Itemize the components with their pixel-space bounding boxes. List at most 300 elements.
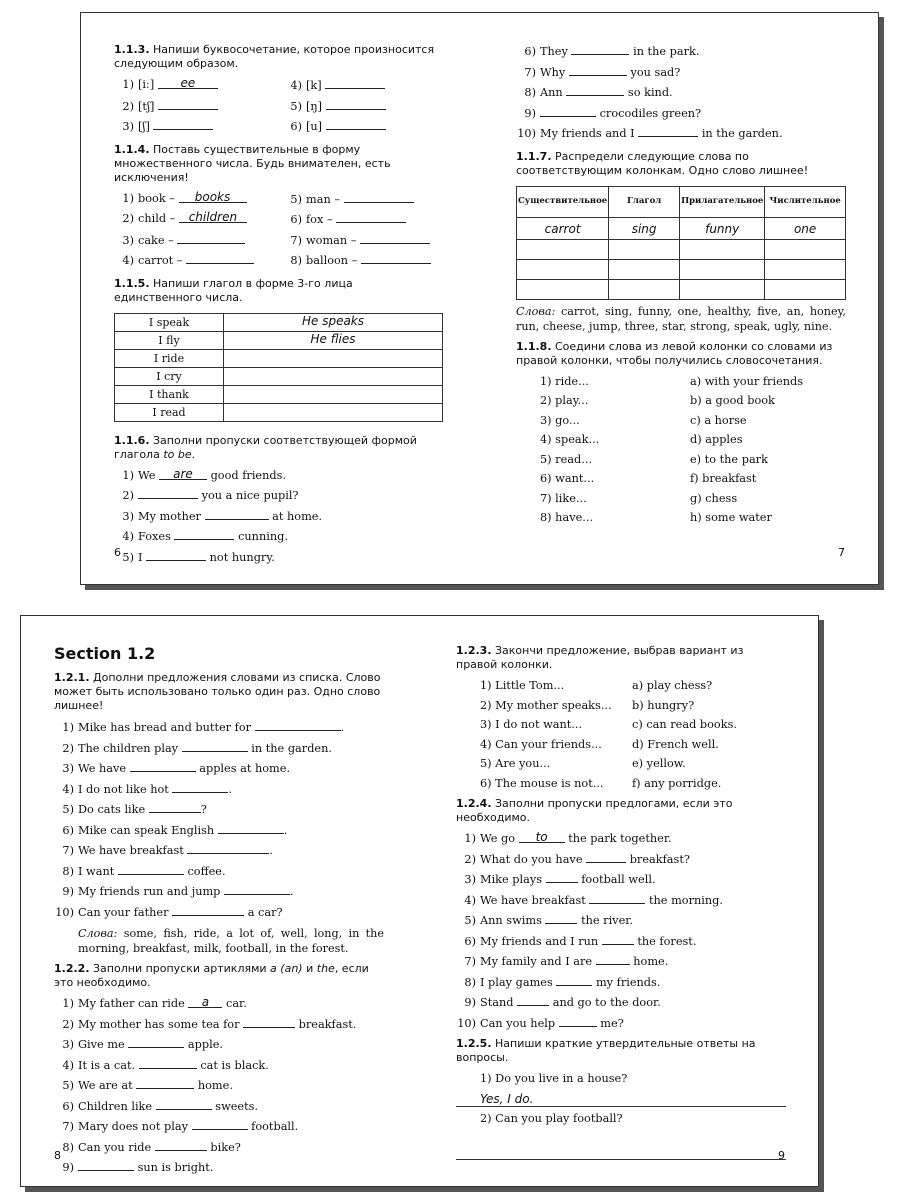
answer-blank[interactable]	[519, 829, 565, 843]
item-number: 4)	[122, 254, 134, 267]
sentence-start: Mike plays	[480, 873, 543, 886]
verb-row	[115, 349, 443, 367]
item-number: 5)	[290, 192, 302, 206]
sentence-end: at home.	[272, 509, 323, 523]
sentence-end: football.	[251, 1120, 299, 1133]
matching-items	[516, 372, 846, 528]
verb-cell: I thank	[115, 385, 224, 403]
answer-line-1[interactable]	[456, 1089, 786, 1107]
sentence-end: crocodiles green?	[599, 106, 702, 120]
sentence-start: We have breakfast	[480, 893, 586, 907]
answer-blank[interactable]	[255, 717, 341, 731]
item-number: 7)	[62, 1120, 74, 1133]
answer-blank[interactable]	[571, 41, 629, 55]
sentence-start: We are at	[78, 1079, 133, 1092]
category-cell[interactable]	[517, 239, 609, 259]
exercise-1-1-4	[114, 143, 444, 271]
answer-blank[interactable]	[146, 547, 206, 561]
sentence-end: in the garden.	[701, 127, 783, 140]
fill-in-item	[456, 910, 786, 931]
fill-in-item	[54, 1116, 384, 1137]
item-number: 2)	[122, 99, 134, 113]
exercise-number: 1.2.2.	[54, 962, 90, 975]
item-number: 1)	[122, 78, 134, 91]
item-number: 1)	[62, 997, 74, 1010]
plural-item	[282, 250, 432, 271]
item-number: 1)	[122, 468, 134, 482]
exercise-number: 1.2.3.	[456, 644, 492, 657]
answer-blank[interactable]	[138, 485, 198, 499]
answer-blank[interactable]	[179, 189, 247, 203]
noun: book –	[138, 191, 175, 205]
plural-item	[114, 189, 282, 210]
answer-cell[interactable]	[224, 367, 443, 385]
exercise-instruction: Закончи предложение, выбрав вариант из правой колонки.	[456, 644, 744, 671]
answer-blank[interactable]	[159, 466, 207, 480]
phonetic-item	[114, 116, 282, 137]
right-column-item: b) hungry?	[632, 698, 695, 712]
instruction-italic-term: the	[316, 962, 335, 975]
sentence-start: They	[540, 45, 568, 58]
sentence-start: Foxes	[138, 530, 171, 543]
answer-blank[interactable]	[136, 1075, 194, 1089]
item-number: 6)	[62, 1099, 74, 1113]
answer-blank[interactable]	[224, 881, 290, 895]
answer-cell[interactable]	[224, 331, 443, 349]
word-list-label: Слова:	[78, 927, 118, 940]
instruction-tail: , если это необходимо.	[54, 962, 369, 989]
category-cell[interactable]	[680, 259, 765, 279]
sentence-start: My mother has some tea for	[78, 1017, 240, 1031]
sentence-end: breakfast?	[629, 852, 690, 866]
answer-cell[interactable]	[224, 385, 443, 403]
sentence-end: .	[290, 885, 294, 898]
noun: fox –	[306, 213, 333, 226]
item-number: 2)	[62, 741, 74, 755]
right-column-item: g) chess	[690, 491, 738, 505]
plural-item	[114, 230, 282, 251]
sentence-start: The children play	[78, 741, 179, 755]
phonetic-item	[114, 75, 282, 96]
left-column-item: 8) have...	[540, 511, 594, 524]
handwritten-answer: are	[173, 466, 193, 481]
answer-blank[interactable]	[243, 1014, 295, 1028]
handwritten-answer: carrot	[544, 221, 581, 236]
item-number: 9)	[524, 106, 536, 120]
phonetic-symbol: [tʃ]	[138, 99, 155, 113]
fill-in-item	[456, 931, 786, 952]
column-header: Глагол	[609, 186, 680, 217]
item-number: 3)	[464, 873, 476, 886]
answer-blank[interactable]	[179, 209, 247, 223]
answer-blank[interactable]	[586, 849, 626, 863]
sentence-end: good friends.	[210, 468, 287, 482]
workbook-spread-pages-6-7	[80, 12, 879, 585]
answer-blank[interactable]	[326, 96, 386, 110]
right-column-item: e) yellow.	[632, 757, 686, 770]
verb-row	[115, 403, 443, 421]
word-list-label: Слова:	[516, 304, 556, 318]
category-cell[interactable]	[517, 279, 609, 299]
exercise-number: 1.2.4.	[456, 797, 492, 810]
item-number: 7)	[290, 233, 302, 247]
exercise-instruction: Напиши краткие утвердительные ответы на вопросы.	[456, 1037, 756, 1064]
sentence-start: We have breakfast	[78, 844, 184, 857]
item-number: 6)	[290, 213, 302, 226]
category-row	[517, 259, 846, 279]
sentence-end: cunning.	[238, 530, 288, 543]
page-6-content	[114, 43, 444, 567]
plural-item	[282, 209, 432, 230]
phonetic-symbol: [iː]	[138, 78, 155, 91]
category-row	[517, 217, 846, 239]
sentence-start: I	[138, 550, 143, 564]
right-column-item: d) French well.	[632, 737, 719, 751]
phonetic-item	[282, 96, 432, 117]
sentence-end: home.	[197, 1079, 233, 1092]
right-column-item: b) a good book	[690, 394, 775, 407]
left-column-item: 4) Can your friends...	[480, 737, 602, 751]
answer-blank[interactable]	[174, 526, 234, 540]
answer-blank[interactable]	[569, 62, 627, 76]
answer-blank[interactable]	[218, 820, 284, 834]
item-number: 3)	[122, 509, 134, 523]
exercise-1-2-3	[456, 644, 786, 793]
fill-in-item	[456, 849, 786, 870]
sentence-end: bike?	[210, 1140, 241, 1154]
sentence-end: in the park.	[633, 45, 700, 58]
handwritten-answer: to	[535, 830, 548, 844]
item-number: 10)	[517, 127, 536, 140]
right-column-item: e) to the park	[690, 452, 768, 466]
sentence-end: cat is black.	[200, 1058, 269, 1072]
plural-items	[114, 189, 444, 271]
fill-in-item	[456, 951, 786, 972]
exercise-1-1-8	[516, 340, 846, 528]
item-number: 6)	[290, 120, 302, 133]
fill-in-item	[114, 485, 444, 506]
question-2: 2) Can you play football?	[480, 1111, 623, 1125]
exercise-number: 1.2.5.	[456, 1037, 492, 1050]
sentence-start: My mother	[138, 509, 201, 523]
right-column-item: f) breakfast	[690, 472, 757, 485]
answer-blank[interactable]	[540, 103, 596, 117]
plural-item	[114, 250, 282, 271]
noun: cake –	[138, 233, 174, 247]
plural-item	[282, 189, 432, 210]
left-column-item: 1) Little Tom...	[480, 679, 565, 692]
sentence-end: apples at home.	[199, 762, 291, 775]
answer-blank[interactable]	[118, 861, 184, 875]
exercise-1-1-3	[114, 43, 444, 137]
answer-blank[interactable]	[546, 869, 578, 883]
exercise-number: 1.1.6.	[114, 433, 150, 447]
page-8-content	[54, 644, 384, 1178]
sentence-start: Mary does not play	[78, 1120, 188, 1133]
answer-blank[interactable]	[130, 758, 196, 772]
right-column-item: c) can read books.	[632, 718, 737, 731]
fill-in-item	[54, 1075, 384, 1096]
answer-blank[interactable]	[155, 1137, 207, 1151]
sentence-end: ?	[200, 803, 207, 816]
phonetic-symbol: [ŋ]	[306, 99, 323, 113]
sentence-end: apple.	[187, 1038, 223, 1051]
fill-in-item	[516, 123, 846, 144]
left-column-item: 5) read...	[540, 452, 593, 466]
sentence-end: me?	[600, 1016, 624, 1030]
category-cell[interactable]	[680, 239, 765, 259]
category-cell[interactable]	[680, 217, 765, 239]
answer-cell[interactable]	[224, 349, 443, 367]
item-number: 8)	[464, 975, 476, 989]
sentence-start: Mike can speak English	[78, 823, 215, 837]
phonetic-item	[282, 75, 432, 96]
item-number: 3)	[122, 120, 134, 133]
sentence-start: Can you ride	[78, 1140, 152, 1154]
workbook-spread-pages-8-9	[20, 615, 819, 1187]
verb-cell: I ride	[115, 349, 224, 367]
answer-blank[interactable]	[602, 931, 634, 945]
sentence-start: My friends and I	[540, 127, 635, 140]
item-number: 8)	[62, 864, 74, 878]
item-number: 1)	[122, 191, 134, 205]
fill-in-item	[54, 861, 384, 882]
sentence-start: Stand	[480, 996, 514, 1009]
sentence-start: Why	[540, 65, 566, 79]
sentence-start: We	[138, 468, 156, 482]
sentence-start: My family and I are	[480, 955, 593, 968]
answer-blank[interactable]	[596, 951, 630, 965]
answer-blank[interactable]	[360, 230, 430, 244]
fill-in-items	[54, 717, 384, 922]
answer-blank[interactable]	[638, 123, 698, 137]
item-number: 9)	[62, 1161, 74, 1174]
category-cell[interactable]	[609, 217, 680, 239]
handwritten-answer: one	[793, 221, 817, 236]
fill-in-item	[54, 1014, 384, 1035]
category-cell[interactable]	[765, 279, 846, 299]
category-cell[interactable]	[765, 259, 846, 279]
item-number: 1)	[62, 721, 74, 734]
answer-blank[interactable]	[188, 994, 222, 1008]
answer-blank[interactable]	[149, 799, 201, 813]
sentence-end: breakfast.	[298, 1017, 357, 1031]
right-column-item: a) with your friends	[690, 374, 804, 388]
answer-line-2[interactable]	[456, 1142, 786, 1160]
answer-cell[interactable]	[224, 403, 443, 421]
answer-blank[interactable]	[566, 82, 624, 96]
sentence-end: .	[340, 721, 345, 734]
handwritten-answer: sing	[631, 221, 657, 236]
sentence-start: I play games	[480, 975, 553, 989]
answer-blank[interactable]	[336, 209, 406, 223]
exercise-instruction: Заполни пропуски соответствующей формой глагола	[114, 433, 417, 461]
item-number: 10)	[457, 1016, 476, 1030]
answer-blank[interactable]	[78, 1157, 134, 1171]
category-cell[interactable]	[765, 239, 846, 259]
answer-blank[interactable]	[326, 116, 386, 130]
item-number: 8)	[62, 1140, 74, 1154]
item-number: 2)	[464, 852, 476, 866]
sentence-end: so kind.	[627, 86, 673, 99]
exercise-instruction: Дополни предложения словами из списка. Слово может быть использовано только один раз. Одно слово лишнее!	[54, 671, 381, 712]
sentence-end: .	[283, 823, 288, 837]
answer-blank[interactable]	[156, 1096, 212, 1110]
answer-blank[interactable]	[177, 230, 245, 244]
item-number: 3)	[122, 233, 134, 247]
item-number: 10)	[55, 905, 74, 919]
sentence-start: It is a cat.	[78, 1058, 136, 1072]
item-number: 6)	[62, 823, 74, 837]
sentence-start: Ann swims	[480, 914, 542, 927]
item-number: 6)	[464, 934, 476, 948]
sentence-start: Children like	[78, 1099, 153, 1113]
matching-items	[456, 676, 786, 793]
category-cell[interactable]	[609, 259, 680, 279]
exercise-number: 1.1.5.	[114, 276, 150, 290]
phonetic-symbol: [ʃ]	[138, 120, 150, 133]
sentence-end: football well.	[581, 873, 656, 886]
exercise-1-2-1	[54, 671, 384, 956]
sentence-end: sun is bright.	[137, 1161, 214, 1174]
answer-blank[interactable]	[325, 75, 385, 89]
handwritten-answer: funny	[705, 221, 740, 236]
left-column-item: 2) My mother speaks...	[480, 698, 612, 712]
item-number: 3)	[62, 1038, 74, 1051]
verb-cell: I fly	[115, 331, 224, 349]
exercise-instruction: Напиши буквосочетание, которое произносится следующим образом.	[114, 43, 435, 70]
fill-in-item	[54, 820, 384, 841]
fill-in-item	[114, 506, 444, 527]
exercise-number: 1.1.3.	[114, 43, 150, 56]
answer-blank[interactable]	[186, 250, 254, 264]
answer-blank[interactable]	[153, 116, 213, 130]
exercise-instruction: Напиши глагол в форме 3-го лица единственного числа.	[114, 276, 353, 304]
handwritten-answer: Yes, I do.	[480, 1091, 534, 1106]
to-be-items	[114, 466, 444, 568]
sentence-start: My friends and I run	[480, 934, 599, 948]
fill-in-item	[54, 840, 384, 861]
sentence-start: I want	[78, 864, 115, 878]
category-row	[517, 279, 846, 299]
page-9-content	[456, 644, 786, 1160]
answer-blank[interactable]	[545, 910, 577, 924]
answer-blank[interactable]	[205, 506, 269, 520]
fill-in-item	[114, 547, 444, 568]
item-number: 2)	[62, 1017, 74, 1031]
question-1: 1) Do you live in a house?	[480, 1072, 628, 1085]
category-row	[517, 239, 846, 259]
fill-in-item	[54, 738, 384, 759]
item-number: 5)	[62, 1079, 74, 1092]
item-number: 7)	[464, 955, 476, 968]
category-cell[interactable]	[680, 279, 765, 299]
fill-in-item	[456, 992, 786, 1013]
right-column-item: h) some water	[690, 511, 772, 524]
instruction-italic-term: to be	[163, 447, 192, 461]
sentence-start: Can you help	[480, 1016, 556, 1030]
verb-row	[115, 313, 443, 331]
fill-in-item	[516, 103, 846, 124]
item-number: 4)	[62, 1058, 74, 1072]
fill-in-item	[54, 902, 384, 923]
fill-in-item	[54, 1055, 384, 1076]
answer-blank[interactable]	[344, 189, 414, 203]
item-number: 7)	[524, 65, 536, 79]
fill-in-item	[114, 466, 444, 486]
plural-item	[282, 230, 432, 251]
item-number: 8)	[524, 86, 536, 99]
answer-blank[interactable]	[172, 902, 244, 916]
left-column-item: 1) ride...	[540, 374, 589, 388]
answer-blank[interactable]	[158, 96, 218, 110]
column-header: Прилагательное	[680, 186, 765, 217]
category-cell[interactable]	[765, 217, 846, 239]
answer-blank[interactable]	[517, 992, 549, 1006]
answer-blank[interactable]	[361, 250, 431, 264]
sentence-end: coffee.	[187, 864, 226, 878]
answer-blank[interactable]	[589, 890, 645, 904]
category-cell[interactable]	[517, 259, 609, 279]
item-number: 4)	[290, 79, 302, 92]
left-column-item: 3) I do not want...	[480, 718, 583, 731]
to-be-items-continued	[516, 41, 846, 144]
item-number: 2)	[122, 212, 134, 225]
exercise-instruction: Заполни пропуски предлогами, если это необходимо.	[456, 797, 733, 824]
item-number: 3)	[62, 762, 74, 775]
answer-blank[interactable]	[556, 972, 592, 986]
sentence-start: What do you have	[480, 852, 583, 866]
noun: carrot –	[138, 254, 183, 267]
fill-in-item	[516, 41, 846, 62]
answer-blank[interactable]	[172, 779, 228, 793]
item-number: 6)	[524, 45, 536, 58]
fill-in-item	[114, 526, 444, 547]
answer-blank[interactable]	[187, 840, 269, 854]
answer-blank[interactable]	[182, 738, 248, 752]
fill-in-item	[456, 1013, 786, 1034]
category-cell[interactable]	[517, 217, 609, 239]
right-column-item: f) any porridge.	[632, 776, 722, 790]
answer-blank[interactable]	[559, 1013, 597, 1027]
fill-in-item	[456, 829, 786, 849]
answer-blank[interactable]	[139, 1055, 197, 1069]
answer-blank[interactable]	[192, 1116, 248, 1130]
preposition-items	[456, 829, 786, 1033]
page-7-content	[516, 41, 846, 528]
category-cell[interactable]	[609, 239, 680, 259]
word-list-text: carrot, sing, funny, one, healthy, five, an, honey, run, cheese, jump, three, star, strong, speak, ugly, nine.	[516, 304, 846, 333]
page-number: 6	[114, 546, 121, 559]
phonetic-item	[114, 96, 282, 117]
sentence-end: home.	[633, 955, 669, 968]
verb-row	[115, 367, 443, 385]
answer-cell[interactable]	[224, 313, 443, 331]
fill-in-item	[54, 1096, 384, 1117]
sentence-start: Give me	[78, 1038, 125, 1051]
answer-blank[interactable]	[128, 1034, 184, 1048]
fill-in-item	[54, 994, 384, 1014]
sentence-start: Can your father	[78, 905, 169, 919]
answer-blank[interactable]	[158, 75, 218, 89]
verb-cell: I cry	[115, 367, 224, 385]
word-list	[54, 926, 384, 956]
sentence-end: .	[269, 844, 273, 857]
fill-in-item	[456, 869, 786, 890]
sentence-start: Do cats like	[78, 803, 146, 816]
category-cell[interactable]	[609, 279, 680, 299]
left-column-item: 3) go...	[540, 413, 580, 427]
